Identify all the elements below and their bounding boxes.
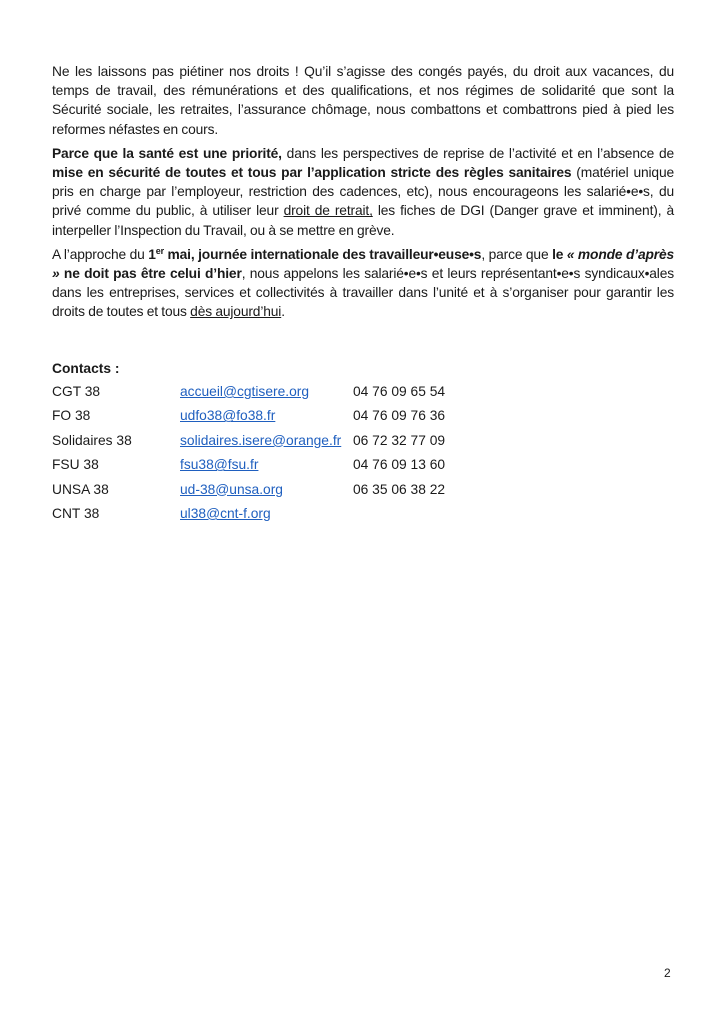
paragraph-health bbox=[52, 144, 674, 240]
contact-row-cnt bbox=[52, 504, 652, 528]
contact-row-fsu bbox=[52, 455, 652, 479]
contact-row-cgt bbox=[52, 382, 652, 406]
contact-phone: 06 72 32 77 09 bbox=[353, 432, 446, 448]
health-text-2: (matériel unique pris en charge par l’employeur, restriction des cadences, etc), nous encourageons les salarié•e•s, du privé comme du public, à utiliser leur bbox=[52, 165, 674, 219]
contact-email-link[interactable]: accueil@cgtisere.org bbox=[180, 384, 310, 399]
health-text-3: les fiches de DGI (Danger grave et imminent), à interpeller l’Inspection du Travail, ou à se mettre en grève. bbox=[52, 203, 674, 238]
may-day-bold: mai, journée internationale des travailleur•euse•s bbox=[163, 246, 482, 262]
may-le-bold: le bbox=[552, 246, 567, 262]
may-number-bold: 1 bbox=[148, 246, 156, 262]
contact-org: CNT 38 bbox=[52, 505, 100, 521]
may-text-1: A l’approche du bbox=[52, 246, 149, 262]
may-text-3: , nous appelons les salarié•e•s et leurs représentant•e•s syndicaux•ales dans les entreprises, services et collectivités à travailler dans l’unité et à s’organiser pour garantir les droits de toutes et tous bbox=[52, 266, 674, 320]
contact-email-link[interactable]: fsu38@fsu.fr bbox=[180, 457, 259, 473]
may-text-2: , parce que bbox=[481, 246, 553, 262]
contact-phone: 06 35 06 38 22 bbox=[353, 481, 446, 497]
contact-org: FO 38 bbox=[52, 408, 91, 424]
paragraph-rights bbox=[52, 62, 674, 139]
contact-email-link[interactable]: udfo38@fo38.fr bbox=[180, 408, 276, 424]
celui-hier-bold: ne doit pas être celui d’hier bbox=[59, 266, 242, 282]
monde-apres-bold-italic: « monde d’après » bbox=[52, 246, 675, 282]
health-text-1: dans les perspectives de reprise de l’activité et en l’absence de bbox=[281, 145, 674, 161]
contact-row-unsa bbox=[52, 480, 652, 504]
may-number-sup: er bbox=[155, 245, 164, 256]
health-safety-bold: mise en sécurité de toutes et tous par l’application stricte des règles sanitaires bbox=[52, 165, 572, 181]
paragraph-may-first bbox=[52, 245, 674, 322]
health-priority-bold: Parce que la santé est une priorité, bbox=[52, 145, 282, 161]
page-number: 2 bbox=[664, 966, 671, 980]
des-aujourdhui-underline: dès aujourd’hui bbox=[190, 304, 282, 320]
contacts-section bbox=[52, 358, 652, 528]
contact-row-fo bbox=[52, 406, 652, 430]
contact-org: FSU 38 bbox=[52, 457, 99, 473]
contact-email-link[interactable]: solidaires.isere@orange.fr bbox=[180, 432, 342, 448]
contact-org: UNSA 38 bbox=[52, 481, 109, 497]
paragraph-rights-text: Ne les laissons pas piétiner nos droits ! Qu’il s’agisse des congés payés, du droit aux vacances, du temps de travail, des rémunérations et des qualifications, et nos régimes de solidarité que sont la Sécurité sociale, les retraites, l’assurance chômage, nous combattons et combattrons pied à pied les reformes néfastes en cours. bbox=[52, 64, 674, 137]
contact-org: Solidaires 38 bbox=[52, 432, 132, 448]
contact-phone: 04 76 09 65 54 bbox=[353, 384, 446, 399]
contact-email-link[interactable]: ul38@cnt-f.org bbox=[180, 505, 271, 521]
droit-de-retrait-underline: droit de retrait, bbox=[283, 203, 373, 219]
body-text bbox=[52, 62, 674, 327]
contact-phone: 04 76 09 76 36 bbox=[353, 408, 446, 424]
may-text-4: . bbox=[281, 304, 285, 320]
contacts-title: Contacts : bbox=[52, 361, 120, 376]
contact-phone: 04 76 09 13 60 bbox=[353, 457, 446, 473]
contact-email-link[interactable]: ud-38@unsa.org bbox=[180, 481, 283, 497]
contact-row-solidaires bbox=[52, 431, 652, 455]
contact-org: CGT 38 bbox=[52, 384, 101, 399]
